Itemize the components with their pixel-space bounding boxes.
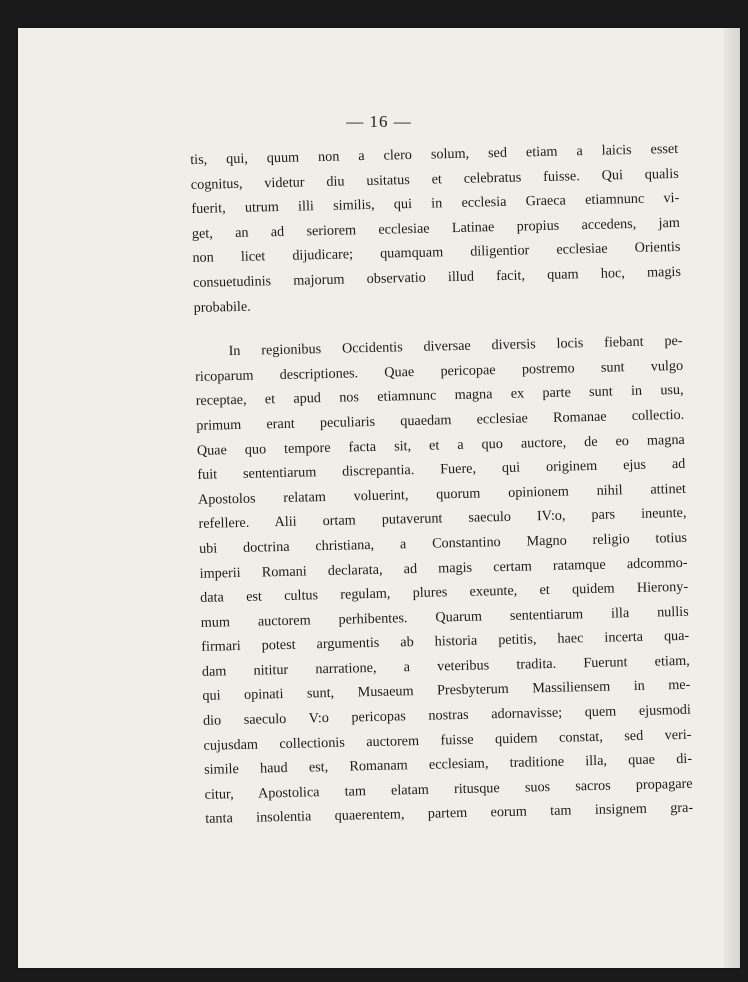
text-line: receptae, et apud nos etiamnunc magna ex parte sunt in usu, (195, 382, 684, 410)
text-line: ricoparum descriptiones. Quae pericopae postremo sunt vulgo (195, 357, 684, 385)
text-line: tis, qui, quum non a clero solum, sed etiam a laicis esset (190, 140, 679, 168)
text-line: fuit sententiarum discrepantia. Fuere, qui originem ejus ad (197, 455, 686, 484)
book-page (18, 28, 740, 968)
text-line: cognitus, videtur diu usitatus et celebratus fuisse. Qui qualis (190, 165, 679, 193)
text-line: firmari potest argumentis ab historia petitis, haec incerta qua- (201, 628, 690, 656)
text-line: consuetudinis majorum observatio illud facit, quam hoc, magis (192, 263, 682, 291)
text-line: simile haud est, Romanam ecclesiam, traditione illa, quae di- (203, 751, 693, 779)
page-edge-shadow (724, 28, 740, 968)
text-line: fuerit, utrum illi similis, qui in ecclesia Graeca etiamnunc vi- (191, 190, 680, 218)
text-line: primum erant peculiaris quaedam ecclesiae Romanae collectio. (196, 406, 685, 434)
text-line: In regionibus Occidentis diversae diversis locis fiebant pe- (228, 333, 683, 360)
text-line: imperii Romani declarata, ad magis certam ratamque adcommo- (199, 554, 688, 582)
paragraph-2 (194, 329, 693, 832)
text-line: qui opinati sunt, Musaeum Presbyterum Massiliensem in me- (202, 677, 691, 705)
text-line: refellere. Alii ortam putaverunt saeculo IV:o, pars ineunte, (198, 505, 687, 533)
text-line: Apostolos relatam voluerint, quorum opinionem nihil attinet (197, 480, 687, 508)
text-line: tanta insolentia quaerentem, partem eorum tam insignem gra- (205, 800, 694, 828)
text-line: ubi doctrina christiana, a Constantino Magno religio totius (198, 529, 688, 557)
page-number: — 16 — (346, 112, 412, 131)
text-line: data est cultus regulam, plures exeunte, et quidem Hierony- (200, 578, 689, 606)
text-line: citur, Apostolica tam elatam ritusque suos sacros propagare (204, 775, 693, 803)
text-line: cujusdam collectionis auctorem fuisse quidem constat, sed veri- (203, 726, 692, 754)
text-line: mum auctorem perhibentes. Quarum sententiarum illa nullis (200, 603, 689, 631)
text-line: non licet dijudicare; quamquam diligentior ecclesiae Orientis (192, 239, 681, 267)
paragraph-1 (190, 137, 682, 320)
text-line: Quae quo tempore facta sit, et a quo auctore, de eo magna (196, 431, 685, 459)
text-line: dam nititur narratione, a veteribus tradita. Fuerunt etiam, (201, 652, 690, 680)
text-line: probabile. (193, 298, 251, 316)
text-line: dio saeculo V:o pericopas nostras adornavisse; quem ejusmodi (202, 701, 692, 729)
text-line: get, an ad seriorem ecclesiae Latinae propius accedens, jam (191, 214, 681, 242)
body-text (190, 137, 693, 832)
